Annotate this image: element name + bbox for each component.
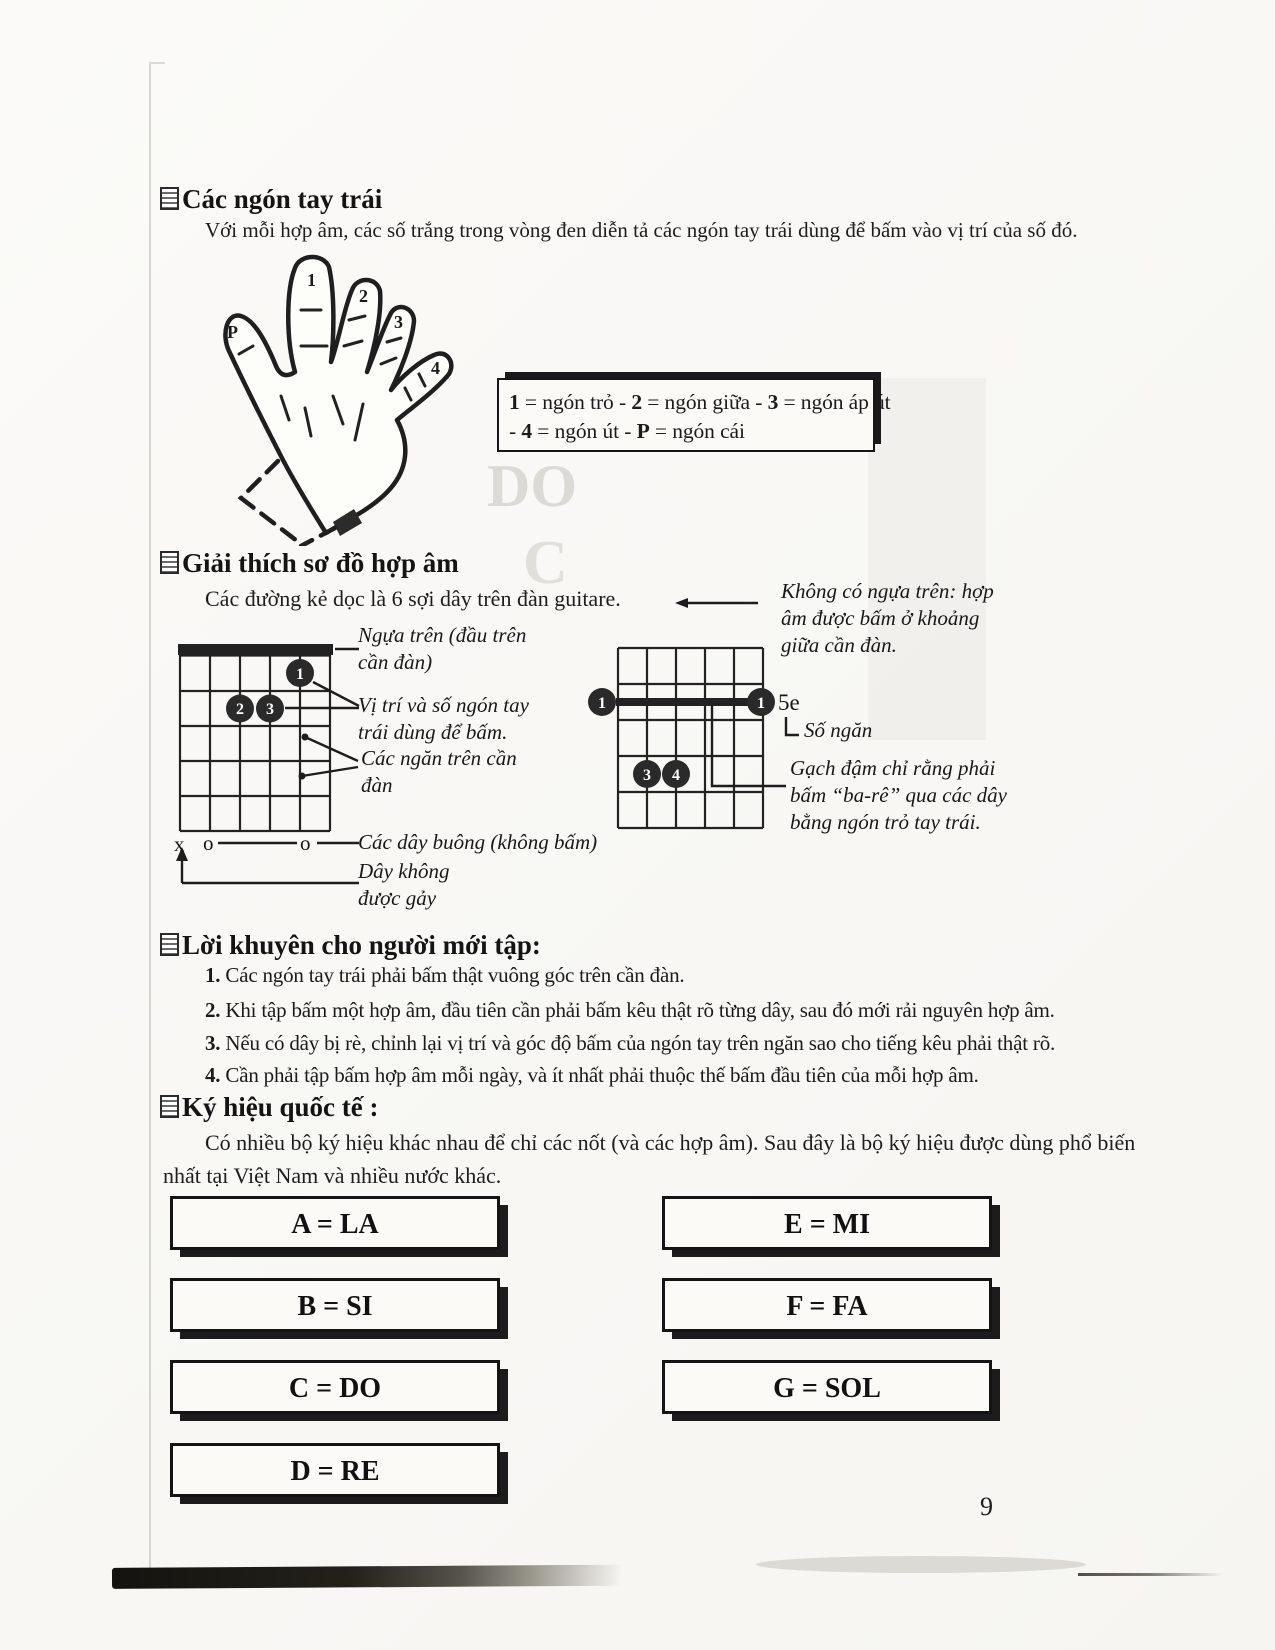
label-open-strings: Các dây buông (không bấm) <box>358 830 598 854</box>
legend-text: = ngón trỏ - <box>519 390 632 414</box>
tip-item <box>205 1063 979 1088</box>
section2-intro: Các đường kẻ dọc là 6 sợi dây trên đàn guitare. <box>205 586 621 611</box>
finger-label-thumb: P <box>227 322 238 342</box>
left-hand-illustration <box>183 246 488 546</box>
note-box-b: B = SI <box>170 1278 500 1332</box>
page-bottom-shadow <box>112 1564 712 1589</box>
document-icon <box>160 551 179 574</box>
tip-item <box>205 1031 1055 1056</box>
legend-text: = ngón áp út <box>778 390 891 414</box>
tip-text: Khi tập bấm một hợp âm, đầu tiên cần phải bấm kêu thật rõ từng dây, sau đó mới rải nguyên hợp âm. <box>220 998 1055 1022</box>
section-title-beginner-tips <box>160 930 541 961</box>
note-box-e: E = MI <box>662 1196 992 1250</box>
finger-label-ring: 3 <box>394 312 403 332</box>
legend-num: 2 <box>631 390 642 414</box>
page-number: 9 <box>980 1492 993 1521</box>
legend-num: 3 <box>767 390 779 414</box>
bleedthrough-text: DO <box>487 453 577 519</box>
section-title-text: Các ngón tay trái <box>182 184 383 214</box>
label-nut: Ngựa trên (đầu trên cần đàn) <box>358 623 527 674</box>
note-box-d: D = RE <box>170 1443 500 1497</box>
leader-barre <box>712 706 786 786</box>
legend-line-1 <box>509 388 891 417</box>
legend-line-2 <box>509 417 863 446</box>
barre-bar <box>616 698 762 706</box>
section1-intro: Với mỗi hợp âm, các số trắng trong vòng đen diễn tả các ngón tay trái dùng để bấm vào vị trí của số đó. <box>205 218 1078 242</box>
legend-text: = ngón giữa - <box>641 390 768 414</box>
document-icon <box>160 1095 179 1118</box>
section-title-chord-diagram-explain <box>160 548 459 579</box>
finger-label-middle: 2 <box>359 286 368 306</box>
tip-number: 4. <box>205 1063 221 1087</box>
note-box-g: G = SOL <box>662 1360 992 1414</box>
page-top-edge <box>149 62 165 64</box>
dot-number-1-right: 1 <box>757 695 765 712</box>
dot-number-1-left: 1 <box>598 695 606 712</box>
fret-number-label: 5e <box>778 690 800 715</box>
page-bottom-highlight <box>756 1556 1086 1573</box>
legend-text: = ngón cái <box>649 419 745 443</box>
finger-label-index: 1 <box>307 270 316 290</box>
tip-number: 3. <box>205 1031 221 1055</box>
tip-number: 1. <box>205 963 221 987</box>
legend-text: = ngón út - <box>532 419 637 443</box>
note-box-f: F = FA <box>662 1278 992 1332</box>
label-fret-number: Số ngăn <box>804 718 873 742</box>
note-box-a: A = LA <box>170 1196 500 1250</box>
label-barre: Gạch đậm chỉ rằng phải bấm “ba-rê” qua các dây bằng ngón trỏ tay trái. <box>790 756 1007 834</box>
legend-num: 4 <box>521 419 532 443</box>
leader-fret1 <box>305 737 358 761</box>
section-title-international-notation <box>160 1092 379 1123</box>
open-string-marker: o <box>203 831 214 855</box>
section-title-text: Lời khuyên cho người mới tập: <box>182 930 541 960</box>
leader-finger <box>313 682 359 706</box>
open-string-marker: o <box>300 831 311 855</box>
document-icon <box>160 933 179 956</box>
leader-fret-number <box>786 717 799 735</box>
no-nut-arrowhead <box>675 598 688 608</box>
note-box-c: C = DO <box>170 1360 500 1414</box>
label-no-nut: Không có ngựa trên: hợp âm được bấm ở khoảng giữa cần đàn. <box>781 579 994 657</box>
page-left-edge <box>149 64 151 1569</box>
document-icon <box>160 187 179 210</box>
tip-text: Nếu có dây bị rè, chỉnh lại vị trí và góc độ bấm của ngón tay trên ngăn sao cho tiếng kêu phải thật rõ. <box>220 1031 1056 1055</box>
tip-item <box>205 963 684 988</box>
muted-string-marker: x <box>174 832 185 856</box>
section-title-text: Ký hiệu quốc tế : <box>182 1092 379 1122</box>
dot-number-2: 2 <box>236 701 244 718</box>
nut-bar <box>178 644 333 655</box>
finger-legend-box <box>497 378 891 452</box>
tip-text: Các ngón tay trái phải bấm thật vuông góc trên cần đàn. <box>220 963 685 987</box>
legend-num: 1 <box>509 390 520 414</box>
section4-intro: Có nhiều bộ ký hiệu khác nhau để chỉ các nốt (và các hợp âm). Sau đây là bộ ký hiệu được dùng phổ biến nhất tại Việt Nam và nhiều nước khác. <box>163 1130 1136 1188</box>
legend-num: P <box>636 419 650 443</box>
section-title-text: Giải thích sơ đồ hợp âm <box>182 548 459 578</box>
label-muted-string: Dây không được gảy <box>358 859 450 910</box>
section-title-left-hand-fingers <box>160 184 382 215</box>
dot-number-3: 3 <box>266 701 274 718</box>
legend-text: - <box>509 419 522 443</box>
label-frets: Các ngăn trên cần đàn <box>361 746 517 797</box>
tip-number: 2. <box>205 998 221 1022</box>
page-bottom-edge-line <box>1078 1573 1223 1576</box>
tip-text: Cần phải tập bấm hợp âm mỗi ngày, và ít nhất phải thuộc thế bấm đầu tiên của mỗi hợp âm. <box>220 1063 979 1087</box>
label-finger-position: Vị trí và số ngón tay trái dùng để bấm. <box>358 693 529 744</box>
dot-number-4: 4 <box>672 767 680 784</box>
tip-item <box>205 998 1055 1023</box>
dot-number-1: 1 <box>296 666 304 683</box>
dot-number-3: 3 <box>643 767 651 784</box>
bleedthrough-text: C <box>523 529 568 597</box>
finger-label-pinky: 4 <box>431 358 440 378</box>
